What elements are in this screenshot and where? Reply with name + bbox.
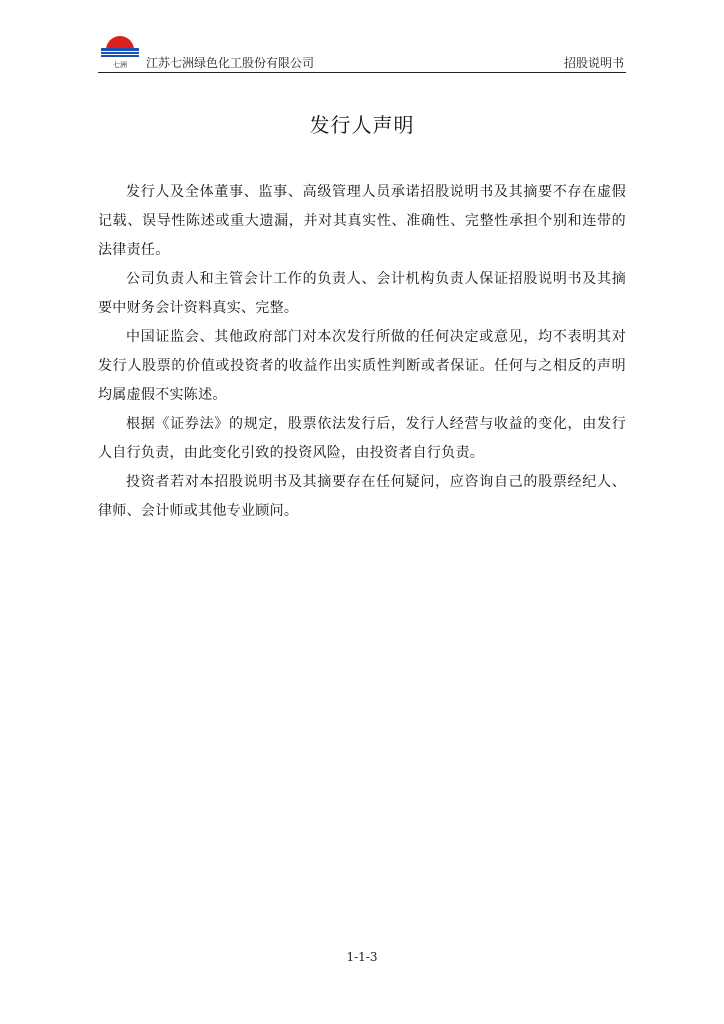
declaration-body xyxy=(98,178,626,526)
paragraph: 公司负责人和主管会计工作的负责人、会计机构负责人保证招股说明书及其摘要中财务会计资料真实、完整。 xyxy=(98,271,626,316)
logo-text: 七洲 xyxy=(113,61,127,69)
header-divider xyxy=(98,72,626,73)
company-name: 江苏七洲绿色化工股份有限公司 xyxy=(146,56,315,70)
paragraph: 发行人及全体董事、监事、高级管理人员承诺招股说明书及其摘要不存在虚假记载、误导性陈述或重大遗漏，并对其真实性、准确性、完整性承担个别和连带的法律责任。 xyxy=(98,184,626,258)
paragraph: 根据《证券法》的规定，股票依法发行后，发行人经营与收益的变化，由发行人自行负责，由此变化引致的投资风险，由投资者自行负责。 xyxy=(98,416,626,461)
document-type: 招股说明书 xyxy=(563,56,624,70)
page-header xyxy=(98,30,626,72)
page-title: 发行人声明 xyxy=(309,113,415,137)
company-logo-icon xyxy=(98,30,144,70)
page-number: 1-1-3 xyxy=(346,950,378,964)
paragraph: 中国证监会、其他政府部门对本次发行所做的任何决定或意见，均不表明其对发行人股票的价值或投资者的收益作出实质性判断或者保证。任何与之相反的声明均属虚假不实陈述。 xyxy=(98,329,626,403)
paragraph: 投资者若对本招股说明书及其摘要存在任何疑问，应咨询自己的股票经纪人、律师、会计师或其他专业顾问。 xyxy=(98,474,626,519)
